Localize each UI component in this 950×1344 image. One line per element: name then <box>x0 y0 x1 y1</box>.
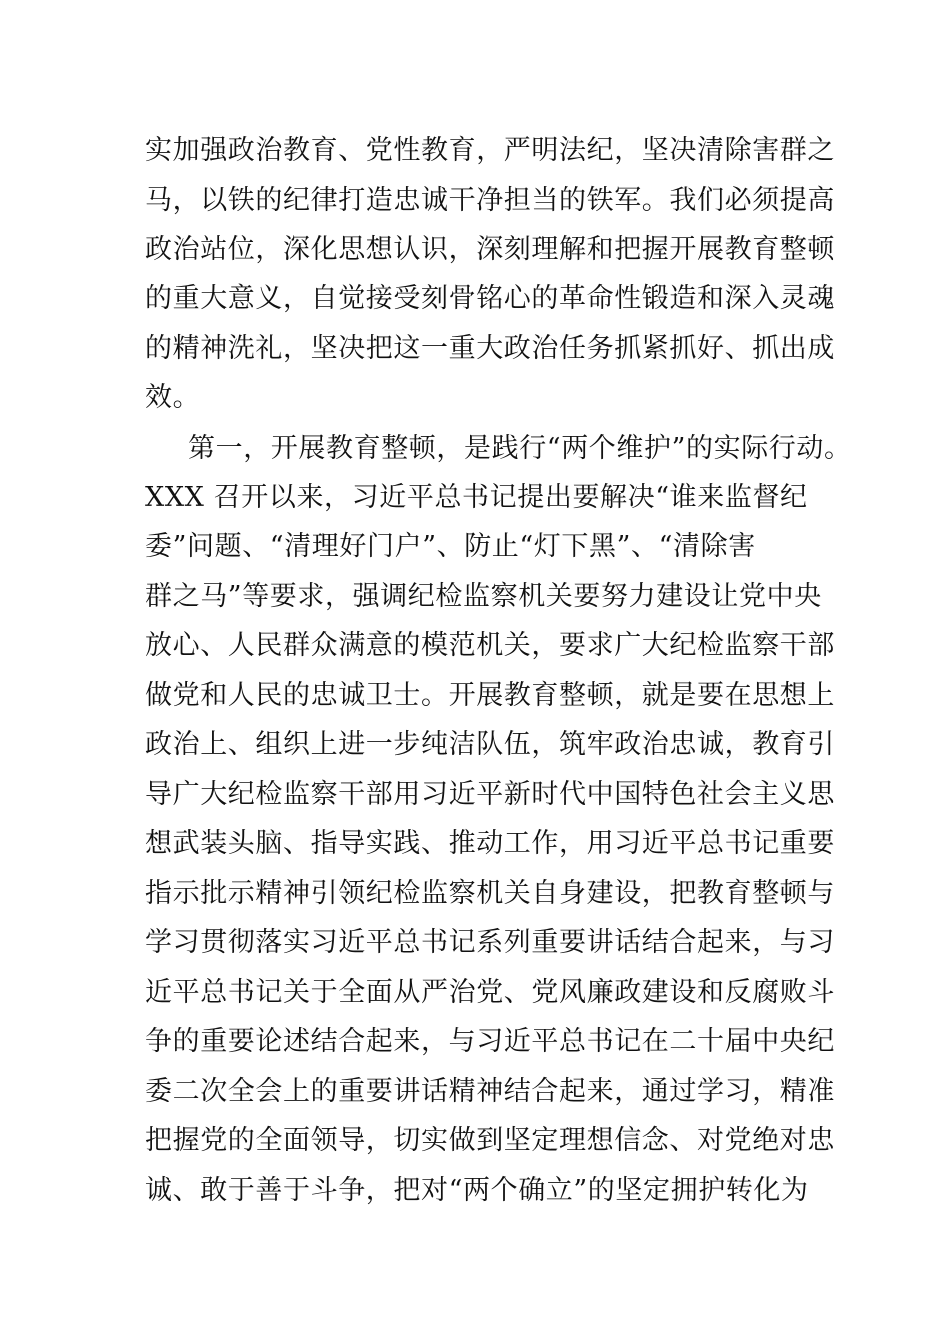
text-line: 做党和人民的忠诚卫士。开展教育整顿，就是要在思想上 <box>145 680 835 711</box>
text-line: 委二次全会上的重要讲话精神结合起来，通过学习，精准 <box>145 1076 835 1107</box>
text-line: 的重大意义，自觉接受刻骨铭心的革命性锻造和深入灵魂 <box>145 283 835 314</box>
text-line: 群之马”等要求，强调纪检监察机关要努力建设让党中央 <box>145 581 822 612</box>
paragraph-first-line: 第一，开展教育整顿，是践行“两个维护”的实际行动。 <box>188 433 852 464</box>
text-line: 委”问题、“清理好门户”、防止“灯下黑”、“清除害 <box>145 531 756 562</box>
text-line: 放心、人民群众满意的模范机关，要求广大纪检监察干部 <box>145 630 835 661</box>
text-line: 政治站位，深化思想认识，深刻理解和把握开展教育整顿 <box>145 234 835 265</box>
text-line: 争的重要论述结合起来，与习近平总书记在二十届中央纪 <box>145 1026 835 1057</box>
text-line: 近平总书记关于全面从严治党、党风廉政建设和反腐败斗 <box>145 977 835 1008</box>
text-line: 马，以铁的纪律打造忠诚干净担当的铁军。我们必须提高 <box>145 185 835 216</box>
text-line: 诚、敢于善于斗争，把对“两个确立”的坚定拥护转化为 <box>145 1175 809 1206</box>
text-line: 指示批示精神引领纪检监察机关自身建设，把教育整顿与 <box>145 878 835 909</box>
text-line: 想武装头脑、指导实践、推动工作，用习近平总书记重要 <box>145 828 835 859</box>
text-line: 学习贯彻落实习近平总书记系列重要讲话结合起来，与习 <box>145 927 835 958</box>
text-line: 的精神洗礼，坚决把这一重大政治任务抓紧抓好、抓出成 <box>145 333 835 364</box>
text-line: 导广大纪检监察干部用习近平新时代中国特色社会主义思 <box>145 779 835 810</box>
text-line: 政治上、组织上进一步纯洁队伍，筑牢政治忠诚，教育引 <box>145 729 835 760</box>
text-line: 把握党的全面领导，切实做到坚定理想信念、对党绝对忠 <box>145 1125 835 1156</box>
text-line: XXX 召开以来，习近平总书记提出要解决“谁来监督纪 <box>145 482 808 513</box>
text-line: 效。 <box>145 382 201 413</box>
text-line: 实加强政治教育、党性教育，严明法纪，坚决清除害群之 <box>145 135 835 166</box>
